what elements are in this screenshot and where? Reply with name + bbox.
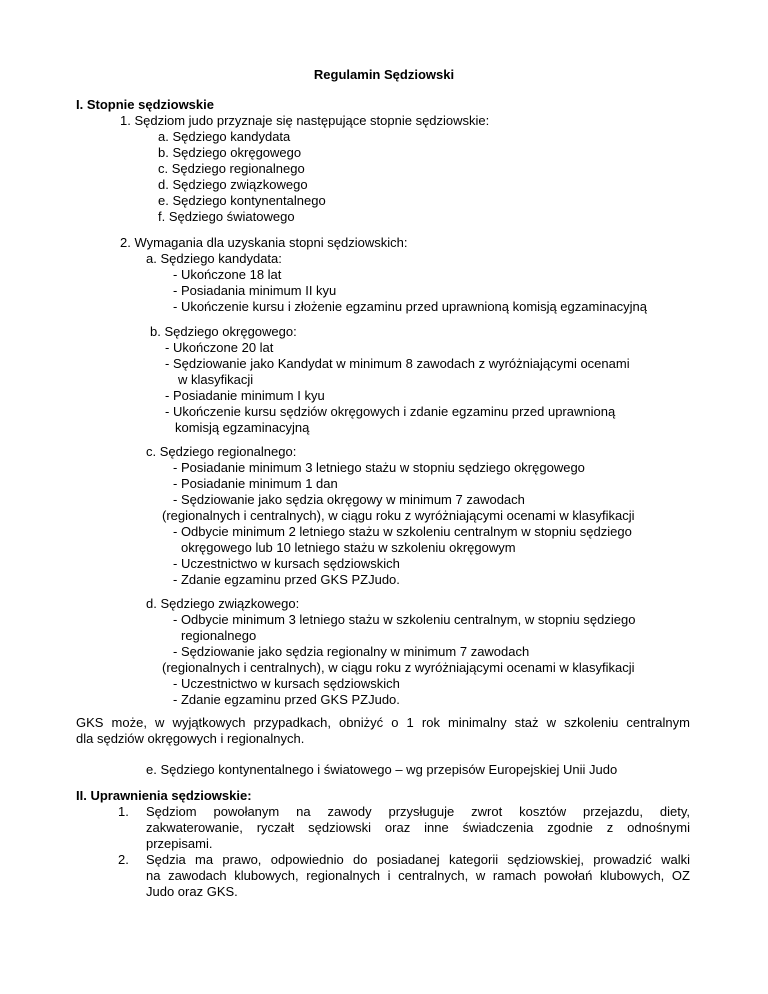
degree-item: e. Sędziego kontynentalnego (158, 193, 326, 208)
req-d-line: - Sędziowanie jako sędzia regionalny w minimum 7 zawodach (173, 644, 530, 659)
req-c-label: c. Sędziego regionalnego: (146, 444, 297, 459)
section-1-heading: I. Stopnie sędziowskie (76, 97, 214, 112)
document-title: Regulamin Sędziowski (313, 67, 455, 82)
gks-note-line: dla sędziów okręgowych i regionalnych. (76, 731, 305, 746)
rights-item-line: Sędziom powołanym na zawody przysługuje zwrot kosztów przejazdu, diety, (146, 804, 690, 819)
rights-item-line: Sędzia ma prawo, odpowiednio do posiadanej kategorii sędziowskiej, prowadzić walki (146, 852, 690, 867)
gks-note (76, 715, 690, 747)
req-c-line: okręgowego lub 10 letniego stażu w szkoleniu okręgowym (181, 540, 516, 555)
rights-item (146, 852, 690, 900)
rights-item-line: przepisami. (146, 836, 213, 851)
degrees-intro: 1. Sędziom judo przyznaje się następujące stopnie sędziowskie: (120, 113, 490, 128)
req-e-note: e. Sędziego kontynentalnego i światowego – wg przepisów Europejskiej Unii Judo (146, 762, 618, 777)
req-a-line: - Ukończenie kursu i złożenie egzaminu przed uprawnioną komisją egzaminacyjną (173, 299, 648, 314)
req-a-line: - Ukończone 18 lat (173, 267, 282, 282)
degree-item: c. Sędziego regionalnego (158, 161, 305, 176)
degree-item: d. Sędziego związkowego (158, 177, 308, 192)
req-b-line: - Sędziowanie jako Kandydat w minimum 8 zawodach z wyróżniającymi ocenami (165, 356, 630, 371)
rights-item-line: zakwaterowanie, ryczałt sędziowski oraz inne świadczenia zgodnie z odnośnymi (146, 820, 690, 835)
req-a-label: a. Sędziego kandydata: (146, 251, 282, 266)
rights-item-number: 1. (118, 804, 129, 819)
requirements-intro: 2. Wymagania dla uzyskania stopni sędziowskich: (120, 235, 408, 250)
gks-note-line: GKS może, w wyjątkowych przypadkach, obniżyć o 1 rok minimalny staż w szkoleniu centralnym (76, 715, 690, 730)
rights-item-number: 2. (118, 852, 129, 867)
req-c-line: - Odbycie minimum 2 letniego stażu w szkoleniu centralnym w stopniu sędziego (173, 524, 632, 539)
req-c-line: - Zdanie egzaminu przed GKS PZJudo. (173, 572, 400, 587)
req-c-line: - Posiadanie minimum 3 letniego stażu w stopniu sędziego okręgowego (173, 460, 585, 475)
req-d-line: - Uczestnictwo w kursach sędziowskich (173, 676, 400, 691)
req-b-line: - Posiadanie minimum I kyu (165, 388, 325, 403)
rights-item-line: Judo oraz GKS. (146, 884, 238, 899)
req-c-line: - Uczestnictwo w kursach sędziowskich (173, 556, 400, 571)
degree-item: b. Sędziego okręgowego (158, 145, 302, 160)
req-b-line: komisją egzaminacyjną (175, 420, 310, 435)
req-d-line: (regionalnych i centralnych), w ciągu roku z wyróżniającymi ocenami w klasyfikacji (162, 660, 635, 675)
req-d-line: - Zdanie egzaminu przed GKS PZJudo. (173, 692, 400, 707)
degree-item: f. Sędziego światowego (158, 209, 295, 224)
req-c-line: - Posiadanie minimum 1 dan (173, 476, 338, 491)
rights-item (146, 804, 690, 852)
degree-item: a. Sędziego kandydata (158, 129, 291, 144)
req-a-line: - Posiadania minimum II kyu (173, 283, 337, 298)
req-c-line: - Sędziowanie jako sędzia okręgowy w minimum 7 zawodach (173, 492, 525, 507)
req-b-line: w klasyfikacji (178, 372, 254, 387)
req-d-line: - Odbycie minimum 3 letniego stażu w szkoleniu centralnym, w stopniu sędziego (173, 612, 636, 627)
req-d-label: d. Sędziego związkowego: (146, 596, 300, 611)
section-2-heading: II. Uprawnienia sędziowskie: (76, 788, 252, 803)
req-b-line: - Ukończenie kursu sędziów okręgowych i zdanie egzaminu przed uprawnioną (165, 404, 616, 419)
req-b-line: - Ukończone 20 lat (165, 340, 274, 355)
req-c-line: (regionalnych i centralnych), w ciągu roku z wyróżniającymi ocenami w klasyfikacji (162, 508, 635, 523)
req-b-label: b. Sędziego okręgowego: (150, 324, 297, 339)
req-d-line: regionalnego (181, 628, 257, 643)
rights-item-line: na zawodach klubowych, regionalnych i centralnych, w ramach powołań klubowych, OZ (146, 868, 690, 883)
